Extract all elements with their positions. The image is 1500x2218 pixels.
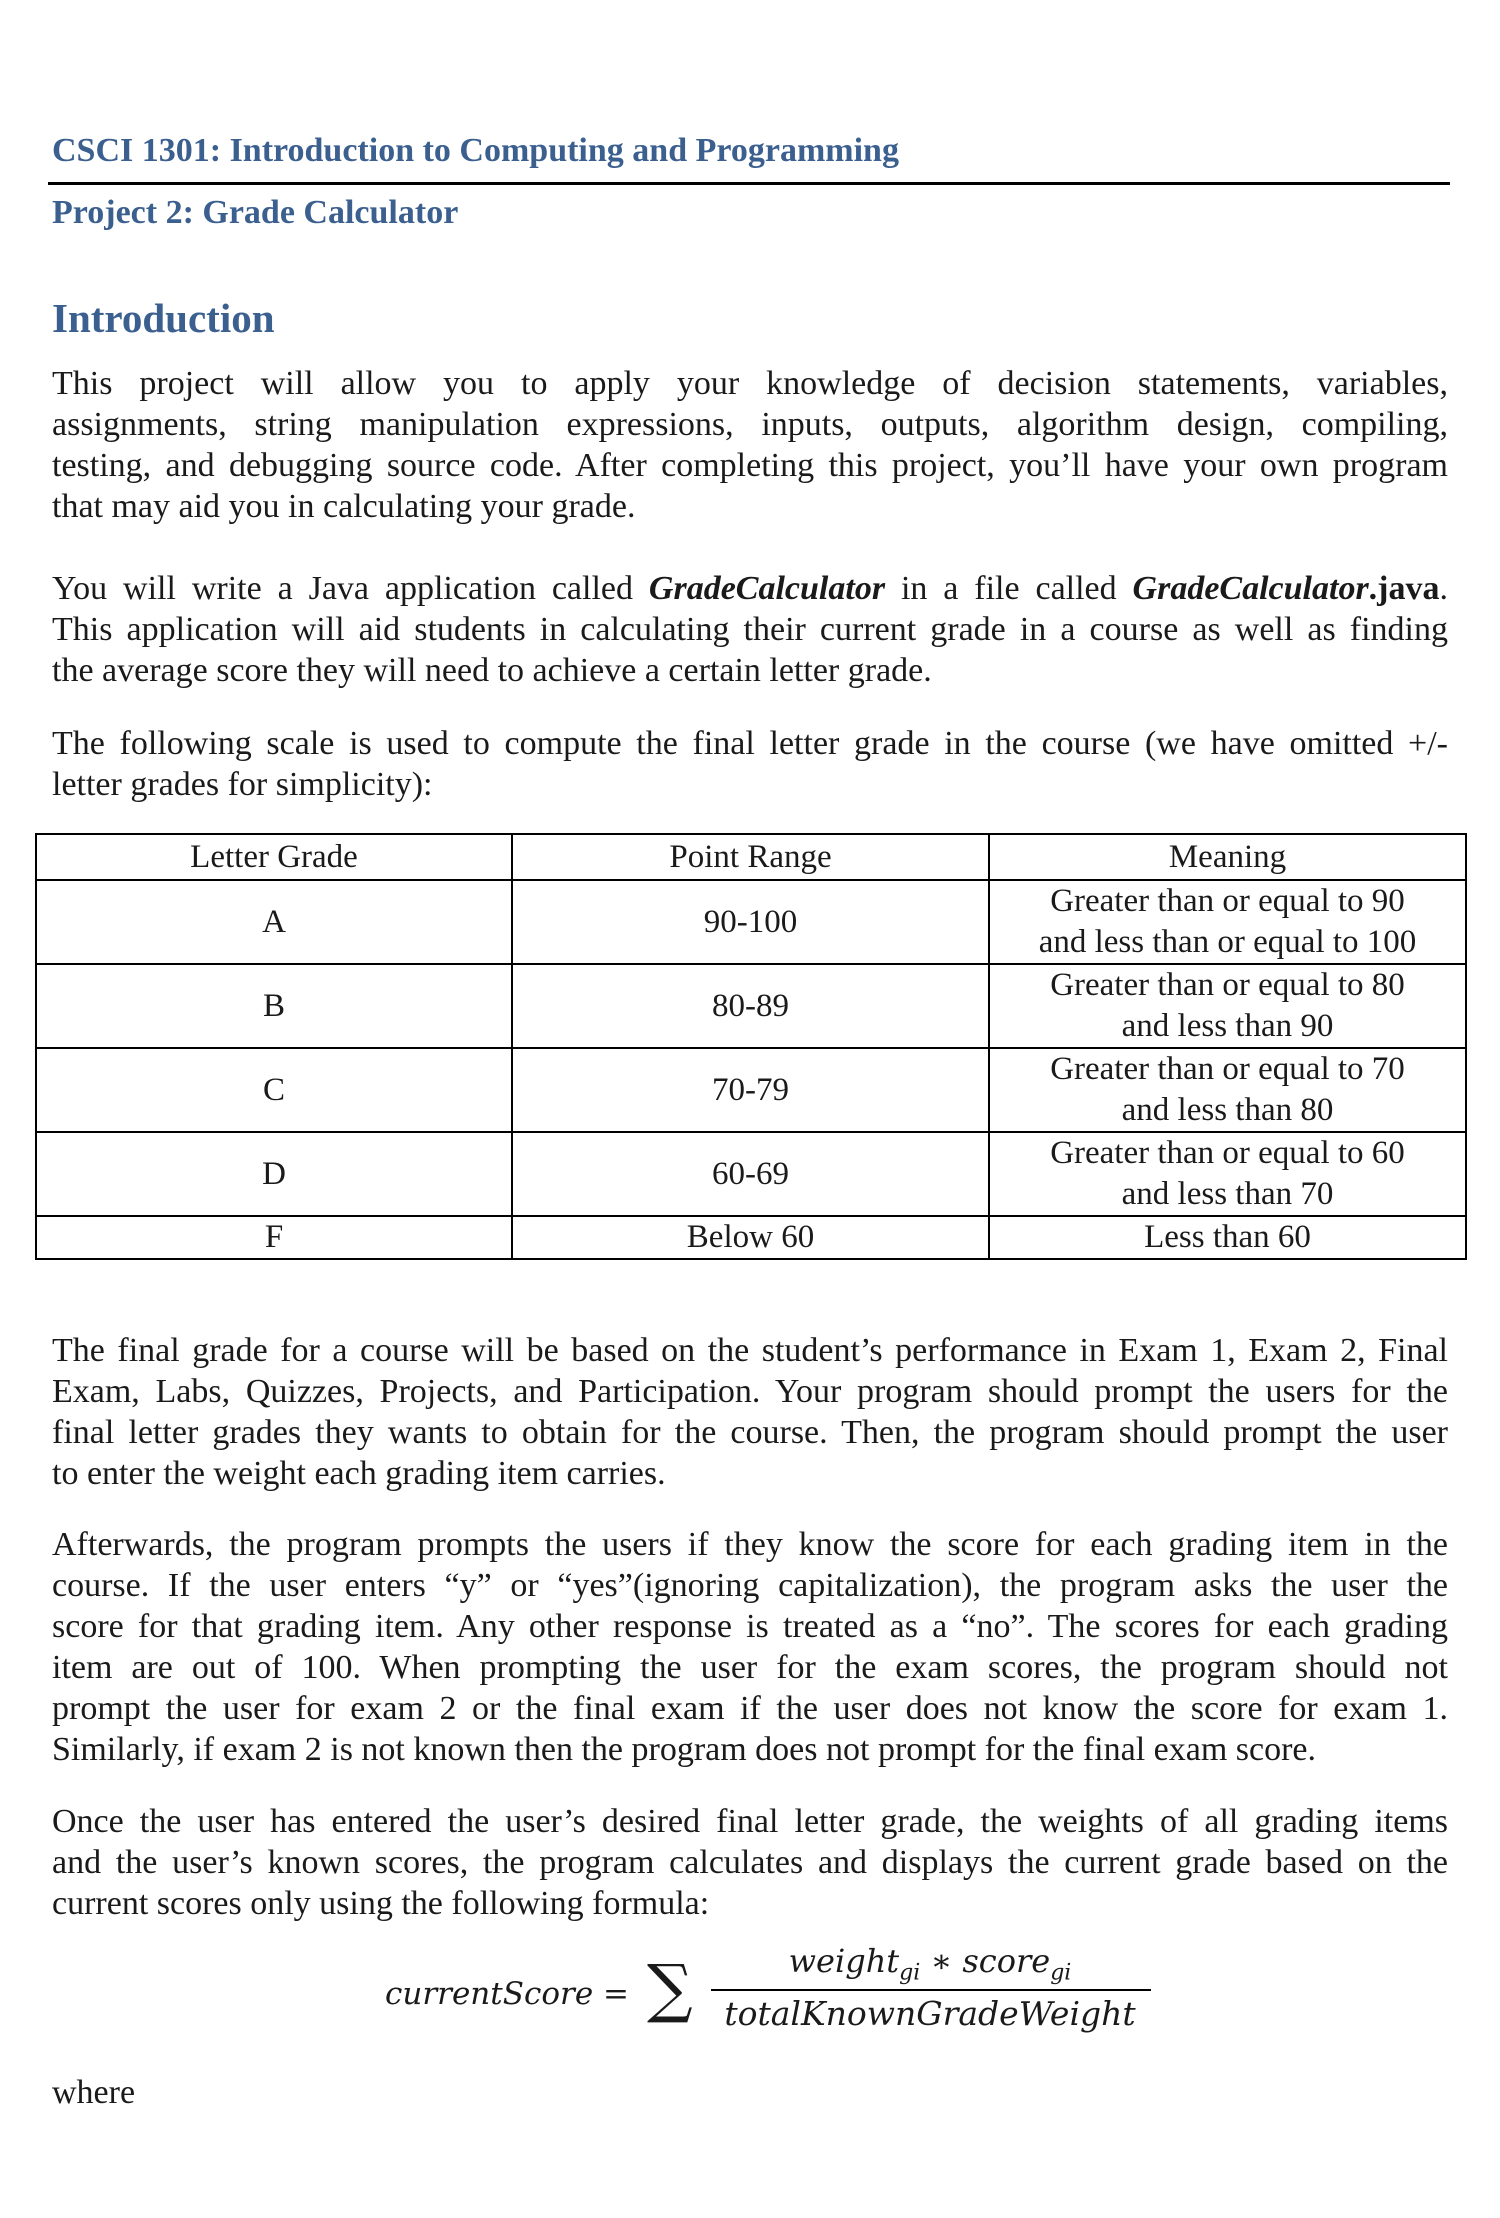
paragraph-write-app	[52, 568, 1448, 691]
range-cell: Below 60	[512, 1216, 989, 1259]
fraction-bar	[711, 1989, 1151, 1991]
column-header: Point Range	[512, 834, 989, 880]
paragraph-line: that may aid you in calculating your grade.	[52, 488, 636, 525]
meaning-line: Greater than or equal to 60	[1050, 1135, 1405, 1171]
letter-cell: D	[36, 1132, 512, 1216]
project-title: Project 2: Grade Calculator	[52, 194, 459, 231]
formula-score: score	[962, 1942, 1051, 1980]
range-cell: 80-89	[512, 964, 989, 1048]
paragraph-line: Similarly, if exam 2 is not known then the program does not prompt for the final exam score.	[52, 1731, 1317, 1768]
formula-operator: ∗	[920, 1942, 963, 1980]
paragraph-final-grade	[52, 1330, 1448, 1494]
formula-numerator	[715, 1942, 1145, 1985]
text-run: .	[1439, 570, 1448, 607]
range-cell: 60-69	[512, 1132, 989, 1216]
letter-cell: C	[36, 1048, 512, 1132]
column-header: Letter Grade	[36, 834, 512, 880]
meaning-line: and less than or equal to 100	[1038, 924, 1417, 960]
meaning-line: Greater than or equal to 70	[1050, 1051, 1405, 1087]
course-title: CSCI 1301: Introduction to Computing and Programming	[52, 132, 899, 169]
grade-scale-table	[35, 833, 1467, 1260]
meaning-cell	[989, 880, 1466, 964]
meaning-cell	[989, 1048, 1466, 1132]
table-row	[36, 1216, 1466, 1259]
paragraph-intro	[52, 363, 1448, 527]
paragraph-line: letter grades for simplicity):	[52, 766, 433, 803]
paragraph-line: testing, and debugging source code. After completing this project, you’ll have your own program	[52, 447, 1448, 484]
paragraph-once	[52, 1801, 1448, 1924]
letter-cell: A	[36, 880, 512, 964]
class-name: GradeCalculator	[648, 570, 886, 607]
formula-subscript: gi	[1050, 1960, 1072, 1986]
paragraph-scale	[52, 723, 1448, 805]
letter-cell: F	[36, 1216, 512, 1259]
column-header: Meaning	[989, 834, 1466, 880]
paragraph-line: The following scale is used to compute the final letter grade in the course (we have omitted +/-	[52, 725, 1448, 762]
paragraph-line: item are out of 100. When prompting the user for the exam scores, the program should not	[52, 1649, 1448, 1686]
text-run: in a file called	[885, 570, 1133, 607]
meaning-line: and less than 90	[1121, 1008, 1334, 1044]
table-row	[36, 880, 1466, 964]
meaning-line: and less than 80	[1121, 1092, 1334, 1128]
table-row	[36, 1132, 1466, 1216]
paragraph-line: the average score they will need to achieve a certain letter grade.	[52, 652, 932, 689]
table-row	[36, 964, 1466, 1048]
table-header-row	[36, 834, 1466, 880]
formula-denominator: totalKnownGradeWeight	[724, 1994, 1136, 2033]
sigma-symbol: ∑	[647, 1952, 693, 2026]
paragraph-line: The final grade for a course will be based on the student’s performance in Exam 1, Exam 2, Final	[52, 1332, 1448, 1369]
meaning-cell: Less than 60	[989, 1216, 1466, 1259]
meaning-line: Greater than or equal to 80	[1050, 967, 1405, 1003]
meaning-line: Greater than or equal to 90	[1050, 883, 1405, 919]
text-run: You will write a Java application called	[52, 570, 649, 607]
range-cell: 90-100	[512, 880, 989, 964]
paragraph-line: Afterwards, the program prompts the users if they know the score for each grading item in the	[52, 1526, 1448, 1563]
meaning-line: and less than 70	[1121, 1176, 1334, 1212]
paragraph-line: score for that grading item. Any other response is treated as a “no”. The scores for each grading	[52, 1608, 1448, 1645]
paragraph-line: This application will aid students in calculating their current grade in a course as well as finding	[52, 611, 1448, 648]
file-extension: .java	[1368, 570, 1440, 607]
formula-lhs: currentScore =	[385, 1976, 629, 2012]
where-label: where	[52, 2074, 136, 2111]
paragraph-line: Once the user has entered the user’s desired final letter grade, the weights of all grading items	[52, 1803, 1448, 1840]
paragraph-line: assignments, string manipulation expressions, inputs, outputs, algorithm design, compiling,	[52, 406, 1448, 443]
range-cell: 70-79	[512, 1048, 989, 1132]
meaning-cell	[989, 1132, 1466, 1216]
formula-weight: weight	[788, 1942, 900, 1980]
paragraph-line: final letter grades they wants to obtain for the course. Then, the program should prompt the user	[52, 1414, 1448, 1451]
paragraph-line: and the user’s known scores, the program calculates and displays the current grade based on the	[52, 1844, 1448, 1881]
file-name: GradeCalculator	[1132, 570, 1369, 607]
letter-cell: B	[36, 964, 512, 1048]
paragraph-line: course. If the user enters “y” or “yes”(ignoring capitalization), the program asks the user the	[52, 1567, 1448, 1604]
table-row	[36, 1048, 1466, 1132]
paragraph-line: to enter the weight each grading item carries.	[52, 1455, 666, 1492]
paragraph-line	[52, 568, 1448, 609]
header-divider	[48, 182, 1450, 185]
paragraph-line: prompt the user for exam 2 or the final exam if the user does not know the score for exam 1.	[52, 1690, 1448, 1727]
meaning-cell	[989, 964, 1466, 1048]
paragraph-line: This project will allow you to apply your knowledge of decision statements, variables,	[52, 365, 1448, 402]
current-score-formula	[385, 1942, 1145, 2032]
formula-subscript: gi	[899, 1960, 921, 1986]
paragraph-line: Exam, Labs, Quizzes, Projects, and Participation. Your program should prompt the users for the	[52, 1373, 1448, 1410]
paragraph-line: current scores only using the following formula:	[52, 1885, 710, 1922]
section-heading-introduction: Introduction	[52, 295, 275, 341]
paragraph-afterwards	[52, 1524, 1448, 1770]
